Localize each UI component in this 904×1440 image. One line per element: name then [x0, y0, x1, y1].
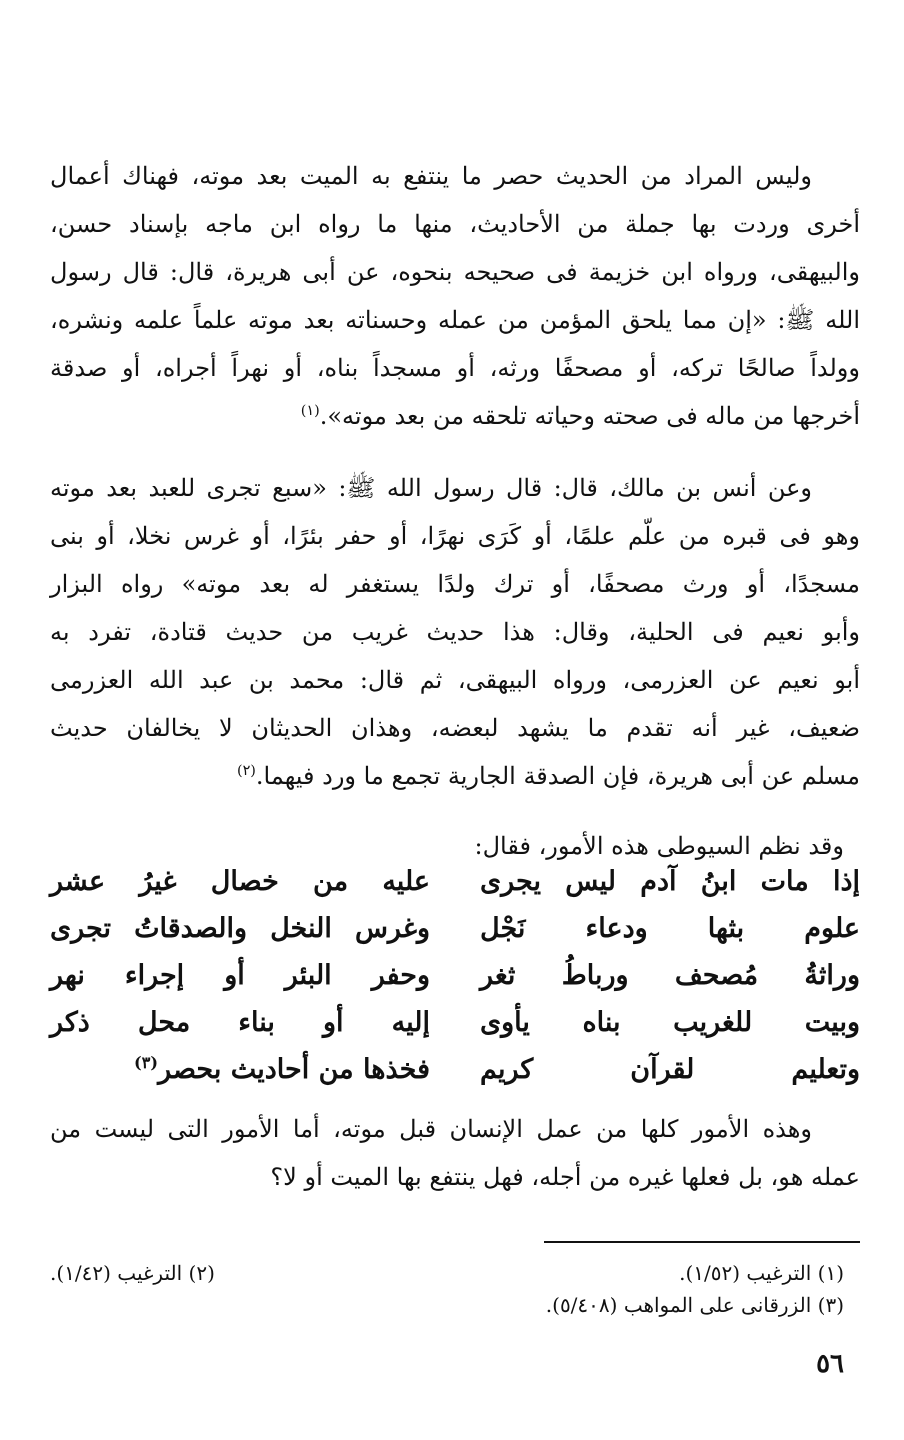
- paragraph-line: أخرى وردت بها جملة من الأحاديث، منها ما رواه ابن ماجه بإسناد حسن،: [50, 210, 860, 238]
- paragraph-line-last: عمله هو، بل فعلها غيره من أجله، فهل ينتفع بها الميت أو لا؟: [270, 1163, 860, 1191]
- page-number: ٥٦: [816, 1349, 844, 1379]
- paragraph-text: مسلم عن أبى هريرة، فإن الصدقة الجارية تجمع ما ورد فيهما.: [255, 762, 860, 790]
- paragraph-line: الله ﷺ: «إن مما يلحق المؤمن من عمله وحسناته بعد موته علماً علمه ونشره،: [50, 306, 860, 334]
- poem: [50, 858, 860, 1093]
- poem-verse: [50, 999, 860, 1046]
- paragraph-line: وليس المراد من الحديث حصر ما ينتفع به الميت بعد موته، فهناك أعمال: [50, 162, 812, 190]
- footnote-ref: (٣): [134, 1053, 159, 1072]
- paragraph-line: ضعيف، غير أنه تقدم ما يشهد لبعضه، وهذان الحديثان لا يخالفان حديث: [50, 714, 860, 742]
- paragraph-line: وهو فى قبره من علّم علمًا، أو كَرَى نهرًا، أو حفر بئرًا، أو غرس نخلا، أو بنى: [50, 522, 860, 550]
- paragraph-line: وولداً صالحًا تركه، أو مصحفًا ورثه، أو مسجداً بناه، أو نهراً أجراه، أو صدقة: [50, 354, 860, 382]
- paragraph-line: والبيهقى، ورواه ابن خزيمة فى صحيحه بنحوه، عن أبى هريرة، قال: قال رسول: [50, 258, 860, 286]
- footnote-ref: (١): [300, 403, 320, 419]
- poem-second-hemistich: فخذها من أحاديث بحصر: [158, 1054, 430, 1085]
- poem-verse: [50, 952, 860, 999]
- paragraph-line: وعن أنس بن مالك، قال: قال رسول الله ﷺ: «سبع تجرى للعبد بعد موته: [50, 474, 812, 502]
- poem-first-hemistich: وتعليم لقرآن كريم: [480, 1054, 860, 1085]
- poem-second-hemistich-wrap: [50, 1046, 430, 1093]
- paragraph-1: [50, 152, 860, 440]
- paragraph-3: [50, 1105, 860, 1201]
- paragraph-2: [50, 464, 860, 800]
- footnote-3: (٣) الزرقانى على المواهب (٥/٤٠٨).: [545, 1293, 844, 1317]
- paragraph-line: وأبو نعيم فى الحلية، وقال: هذا حديث غريب من حديث قتادة، تفرد به: [50, 618, 860, 646]
- paragraph-line: مسجدًا، أو ورث مصحفًا، أو ترك ولدًا يستغفر له بعد موته» رواه البزار: [50, 570, 860, 598]
- paragraph-line-last: [50, 752, 860, 800]
- poem-verse: [50, 905, 860, 952]
- footnote-ref: (٢): [236, 763, 256, 779]
- poem-second-hemistich: عليه من خصال غيرُ عشر: [50, 866, 430, 897]
- footnote-divider: [544, 1241, 860, 1243]
- footnote-1: (١) الترغيب (١/٥٢).: [679, 1261, 844, 1285]
- poem-intro: وقد نظم السيوطى هذه الأمور، فقال:: [474, 832, 844, 860]
- poem-verse: [50, 858, 860, 905]
- poem-verse: [50, 1046, 860, 1093]
- paragraph-text: أخرجها من ماله فى صحته وحياته تلحقه من بعد موته».: [319, 402, 860, 430]
- footnote-2: (٢) الترغيب (١/٤٢).: [50, 1261, 215, 1285]
- poem-first-hemistich: وبيت للغريب بناه يأوى: [480, 1007, 860, 1038]
- poem-first-hemistich: وراثةُ مُصحف ورباطُ ثغر: [480, 960, 860, 991]
- poem-second-hemistich: وحفر البئر أو إجراء نهر: [50, 960, 430, 991]
- poem-second-hemistich: إليه أو بناء محل ذكر: [50, 1007, 430, 1038]
- paragraph-line: وهذه الأمور كلها من عمل الإنسان قبل موته، أما الأمور التى ليست من: [50, 1115, 812, 1143]
- paragraph-line: أبو نعيم عن العزرمى، ورواه البيهقى، ثم قال: محمد بن عبد الله العزرمى: [50, 666, 860, 694]
- poem-second-hemistich: وغرس النخل والصدقاتُ تجرى: [50, 913, 430, 944]
- poem-first-hemistich: إذا مات ابنُ آدم ليس يجرى: [480, 866, 860, 897]
- poem-first-hemistich: علوم بثها ودعاء نَجْل: [480, 913, 860, 944]
- paragraph-line-last: [50, 392, 860, 440]
